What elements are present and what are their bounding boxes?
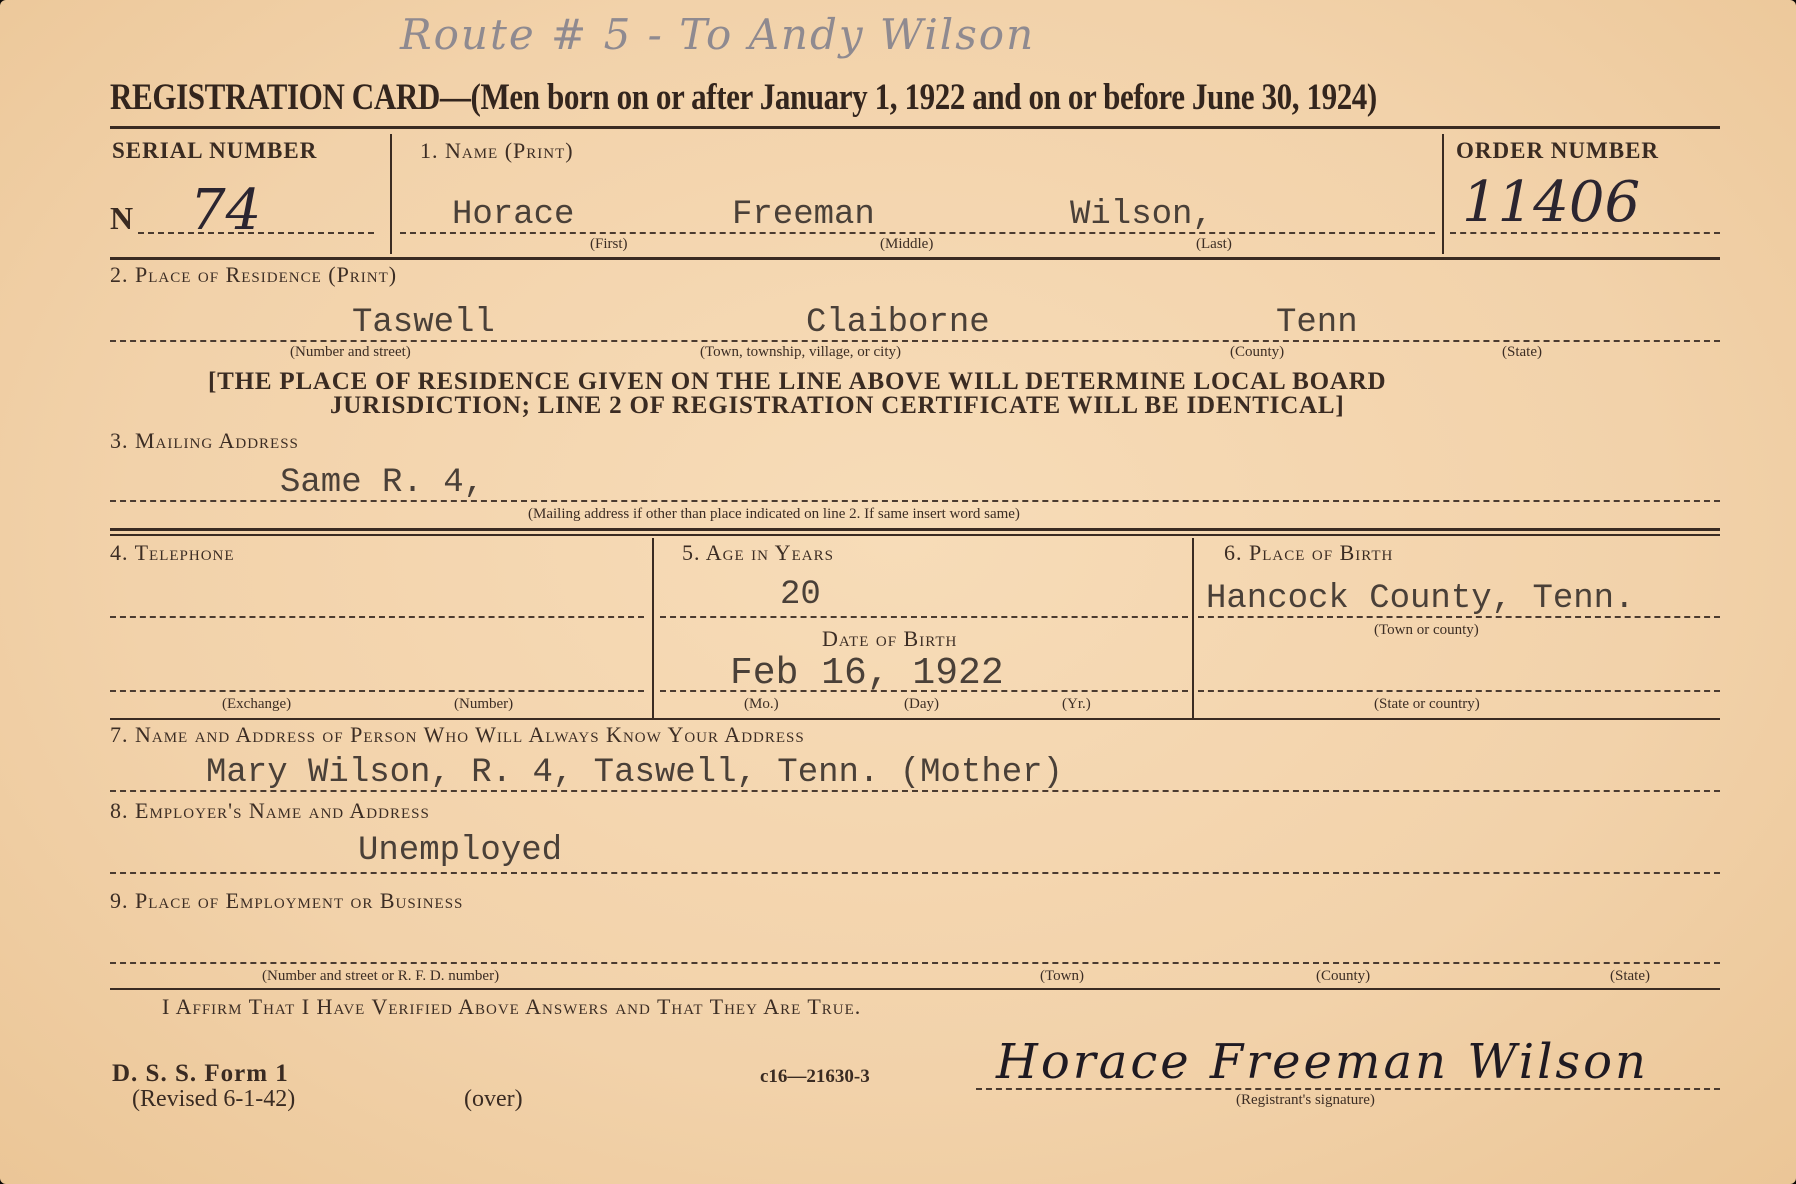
- serial-prefix: N: [110, 200, 134, 236]
- handwritten-route-note: Route # 5 - To Andy Wilson: [400, 10, 1036, 59]
- birthplace-state-line: [1198, 690, 1720, 692]
- mailing-caption: (Mailing address if other than place indicated on line 2. If same insert word same): [528, 506, 1020, 522]
- residence-notice-line1: [THE PLACE OF RESIDENCE GIVEN ON THE LINE ABOVE WILL DETERMINE LOCAL BOARD: [208, 368, 1387, 395]
- contact-person-label: 7. Name and Address of Person Who Will Always Know Your Address: [110, 722, 805, 747]
- divider: [1192, 538, 1194, 718]
- telephone-line: [110, 690, 644, 692]
- serial-number-label: SERIAL NUMBER: [112, 138, 318, 163]
- divider: [110, 126, 1720, 129]
- middle-name-value: Freeman: [732, 196, 875, 234]
- street-caption: (Number and street): [290, 344, 411, 360]
- number-caption: (Number): [454, 696, 514, 712]
- month-caption: (Mo.): [744, 696, 779, 712]
- date-of-birth-value: Feb 16, 1922: [730, 652, 1004, 695]
- first-caption: (First): [590, 236, 628, 252]
- form-name: D. S. S. Form 1: [112, 1060, 289, 1087]
- divider: [110, 257, 1720, 260]
- divider: [390, 134, 392, 254]
- residence-notice-line2: JURISDICTION; LINE 2 OF REGISTRATION CERTIFICATE WILL BE IDENTICAL]: [330, 392, 1345, 419]
- divider: [110, 534, 1720, 536]
- contact-person-value: Mary Wilson, R. 4, Taswell, Tenn. (Mother): [206, 754, 1063, 792]
- over-note: (over): [464, 1086, 523, 1112]
- telephone-line: [110, 616, 644, 618]
- town-caption: (Town, township, village, or city): [700, 344, 901, 360]
- employer-label: 8. Employer's Name and Address: [110, 798, 430, 823]
- year-caption: (Yr.): [1062, 696, 1091, 712]
- residence-label: 2. Place of Residence (Print): [110, 262, 398, 287]
- age-line: [660, 616, 1188, 618]
- birthplace-line: [1198, 616, 1720, 618]
- employment-town-caption: (Town): [1040, 968, 1084, 984]
- registrant-signature: Horace Freeman Wilson: [996, 1034, 1649, 1090]
- affirmation-text: I Affirm That I Have Verified Above Answers and That They Are True.: [162, 994, 862, 1019]
- residence-street-value: Taswell: [352, 304, 495, 342]
- serial-line: [138, 232, 374, 234]
- state-caption: (State): [1502, 344, 1542, 360]
- birthplace-state-caption: (State or country): [1374, 696, 1480, 712]
- mailing-line: [110, 500, 1720, 502]
- middle-caption: (Middle): [880, 236, 934, 252]
- age-label: 5. Age in Years: [682, 540, 834, 565]
- last-name-value: Wilson,: [1070, 196, 1213, 234]
- order-number-value: 11406: [1462, 170, 1641, 235]
- day-caption: (Day): [904, 696, 939, 712]
- employment-street-caption: (Number and street or R. F. D. number): [262, 968, 500, 984]
- name-line: [400, 232, 1435, 234]
- employment-line: [110, 962, 1720, 964]
- signature-caption: (Registrant's signature): [1236, 1092, 1375, 1108]
- signature-line: [976, 1088, 1720, 1090]
- dob-line: [660, 690, 1188, 692]
- name-label: 1. Name (Print): [420, 138, 574, 163]
- divider: [110, 528, 1720, 531]
- date-of-birth-label: Date of Birth: [822, 626, 958, 651]
- employer-value: Unemployed: [358, 832, 563, 870]
- form-revised: (Revised 6-1-42): [132, 1086, 296, 1112]
- exchange-caption: (Exchange): [222, 696, 292, 712]
- divider: [110, 988, 1720, 990]
- serial-number-value: 74: [190, 178, 262, 243]
- card-title: REGISTRATION CARD—(Men born on or after January 1, 1922 and on or before June 30, 1924): [110, 77, 1377, 118]
- last-caption: (Last): [1196, 236, 1232, 252]
- residence-town-value: Claiborne: [806, 304, 990, 342]
- residence-line: [110, 340, 1720, 342]
- divider: [1442, 134, 1444, 254]
- employment-state-caption: (State): [1610, 968, 1650, 984]
- divider: [652, 538, 654, 718]
- county-caption: (County): [1230, 344, 1285, 360]
- employment-place-label: 9. Place of Employment or Business: [110, 888, 464, 913]
- residence-county-value: Tenn: [1276, 304, 1358, 342]
- mailing-address-label: 3. Mailing Address: [110, 428, 299, 453]
- first-name-value: Horace: [452, 196, 575, 234]
- order-number-label: ORDER NUMBER: [1456, 138, 1660, 163]
- place-of-birth-value: Hancock County, Tenn.: [1206, 580, 1635, 618]
- employer-line: [110, 872, 1720, 874]
- print-code: c16—21630-3: [760, 1066, 870, 1087]
- employment-county-caption: (County): [1316, 968, 1371, 984]
- telephone-label: 4. Telephone: [110, 540, 235, 565]
- place-of-birth-label: 6. Place of Birth: [1224, 540, 1394, 565]
- order-line: [1450, 232, 1720, 234]
- age-value: 20: [780, 576, 821, 614]
- divider: [110, 718, 1720, 720]
- birthplace-town-caption: (Town or county): [1374, 622, 1479, 638]
- contact-line: [110, 790, 1720, 792]
- mailing-address-value: Same R. 4,: [280, 464, 485, 502]
